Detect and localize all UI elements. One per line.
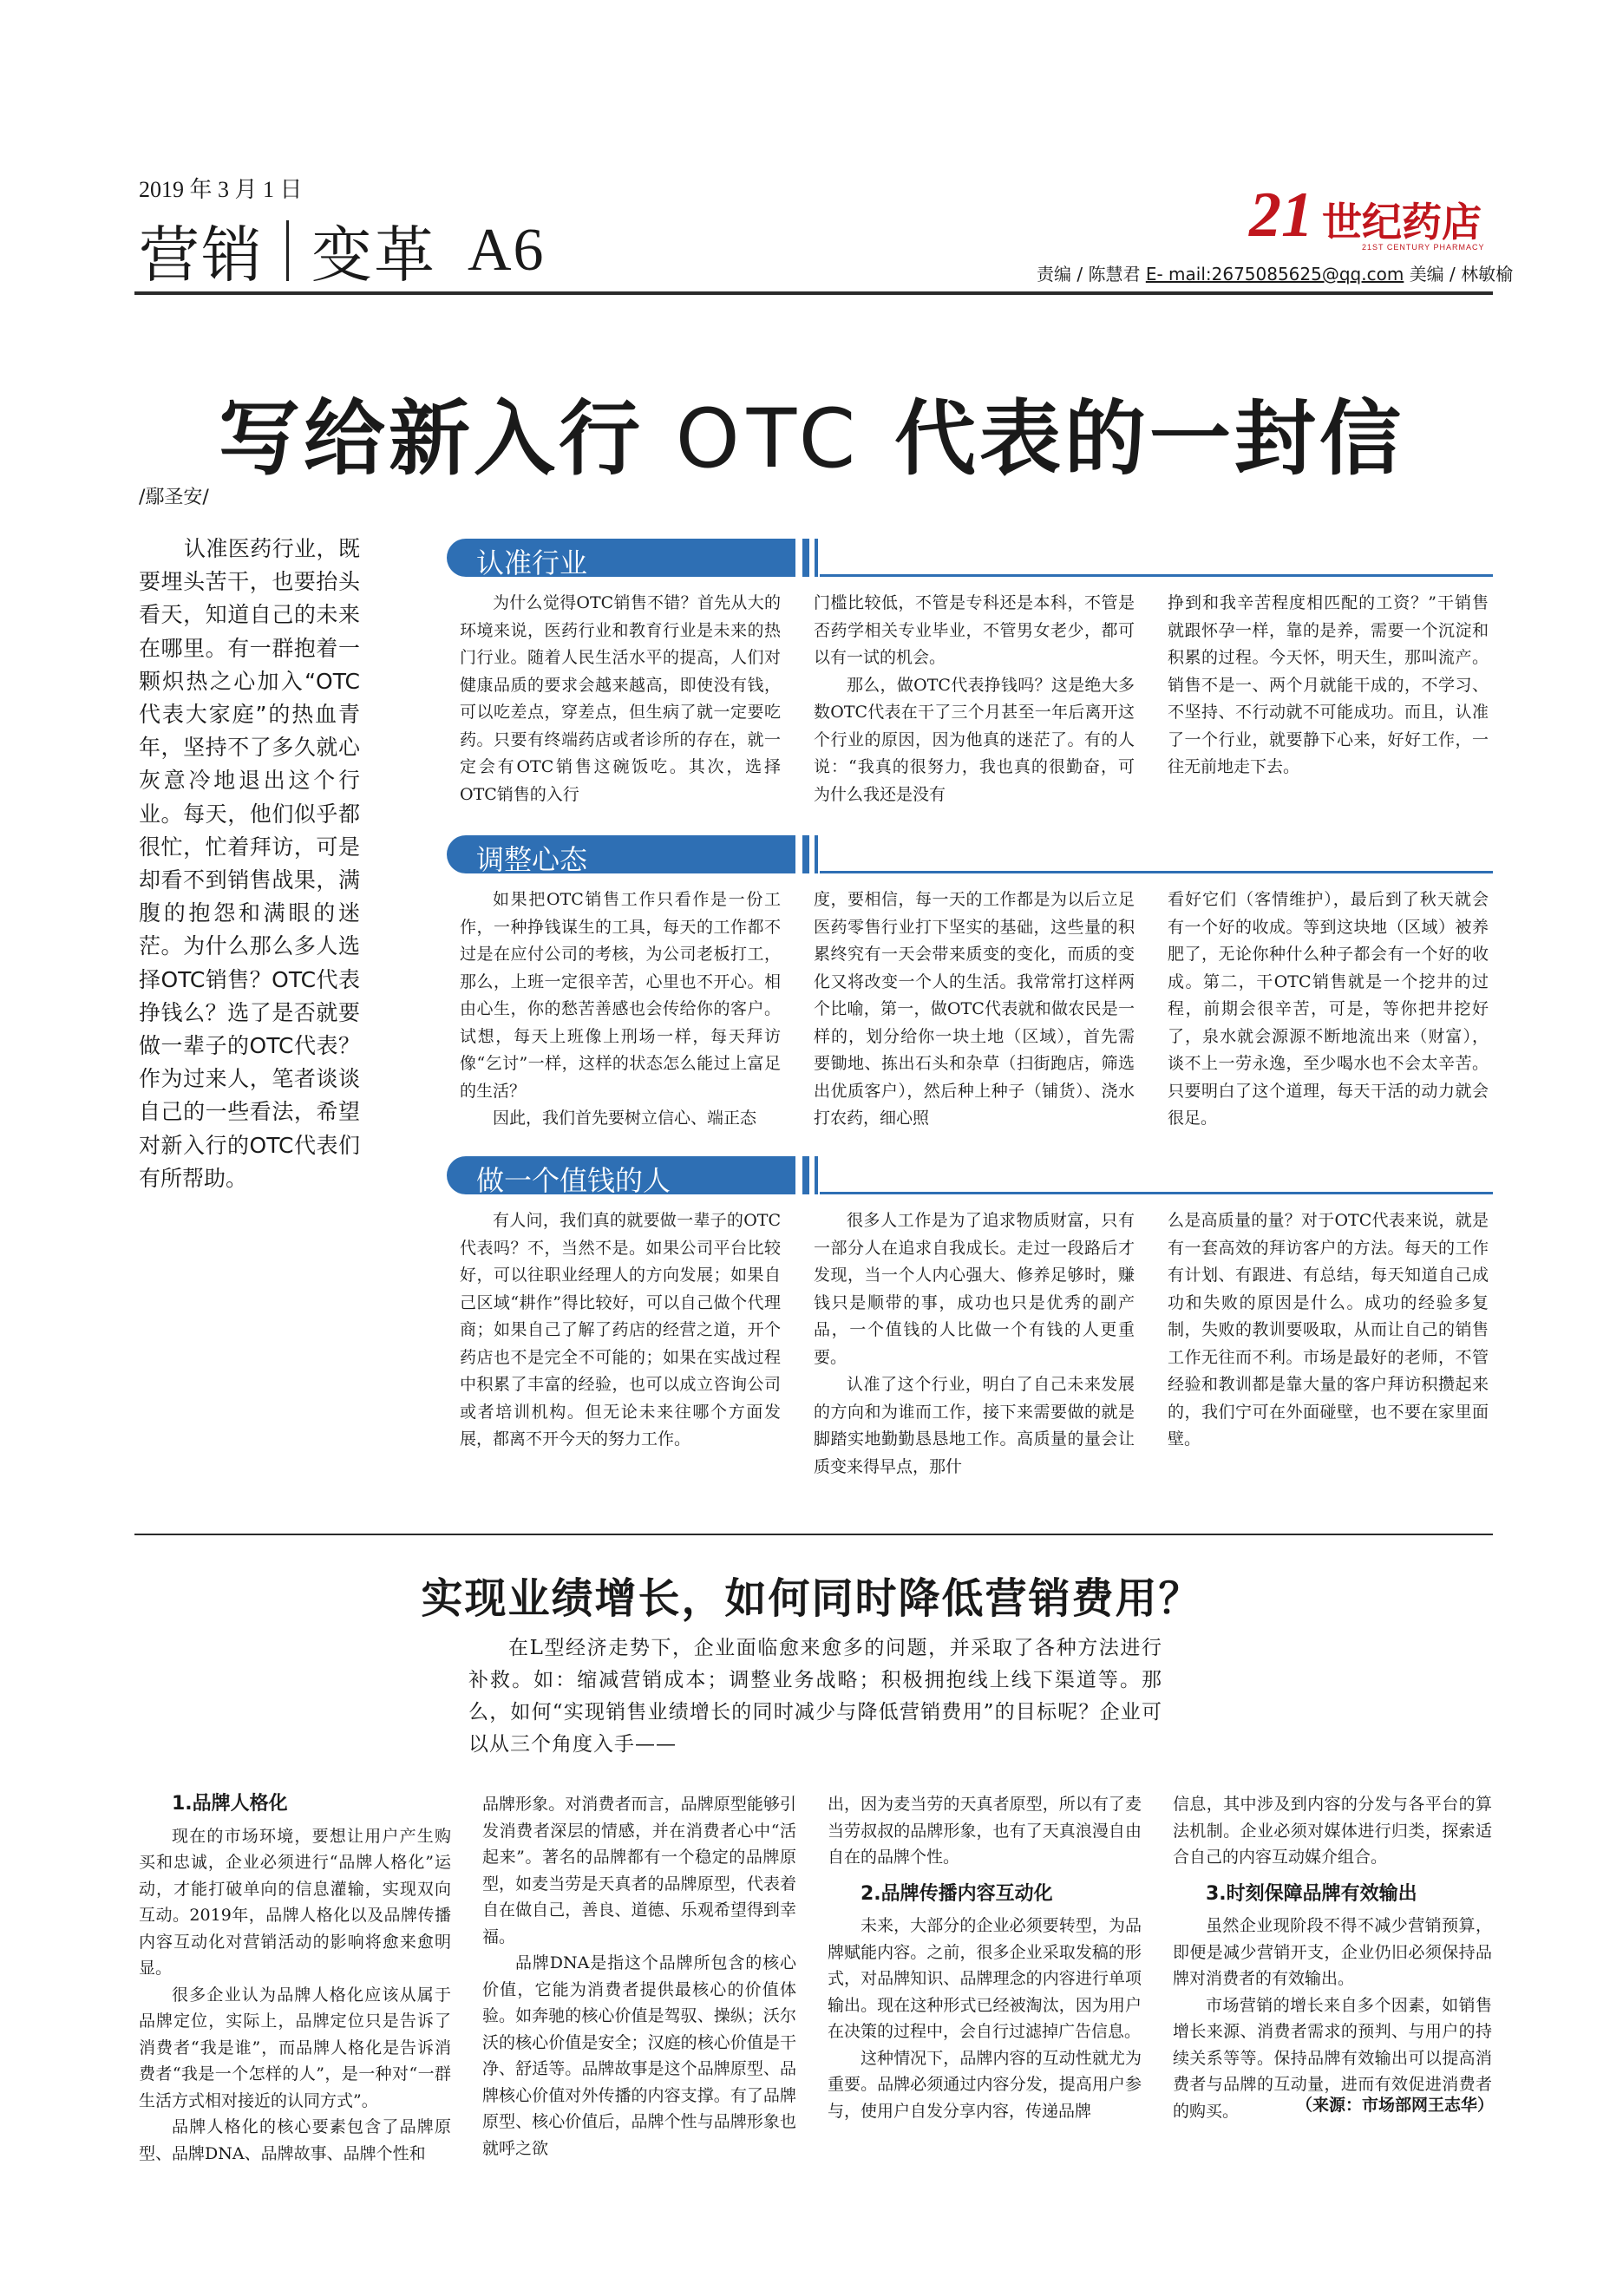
article2-col3: 出，因为麦当劳的天真者原型，所以有了麦当劳叔叔的品牌形象，也有了天真浪漫自由自在的品牌个性。 2.品牌传播内容互动化 未来，大部分的企业必须要转型，为品牌赋能内容。之前，很多企业采取发稿的形式，对品牌知识、品牌理念的内容进行单项输出。现在这种形式已经被淘汰，因为用户在决策的过程中，会自行过滤掉广告信息。 这种情况下，品牌内容的互动性就尤为重要。品牌必须通过内容分发，提高用户参与，使用户自发分享内容，传递品牌 <box>828 1795 1142 2121</box>
headline-part-a: 写给新入行 <box>218 392 644 487</box>
section-banner-2 <box>447 835 820 876</box>
logo-mark: 21 <box>1249 180 1313 251</box>
section-divider <box>286 220 289 281</box>
subheading: 2.品牌传播内容互动化 <box>861 1882 1053 1905</box>
issue-date: 2019 年 3 月 1 日 <box>139 177 303 202</box>
section-banner-1 <box>447 539 820 577</box>
section3-col1: 有人问，我们真的就要做一辈子的OTC代表吗？不，当然不是。如果公司平台比较好，可以往职业经理人的方向发展；如果自己区域“耕作”得比较好，可以自己做个代理商；如果自己了解了药店的经营之道，开个药店也不是完全不可能的；如果在实战过程中积累了丰富的经验，也可以成立咨询公司或者培训机构。但无论未来往哪个方面发展，都离不开今天的努力工作。 <box>460 1211 781 1449</box>
banner-rule <box>820 1192 1493 1194</box>
byline: /鄢圣安/ <box>139 487 209 508</box>
page-number: A6 <box>468 216 546 284</box>
editor-email[interactable]: E- mail:2675085625@qq.com <box>1145 264 1404 285</box>
article2-lead: 在L型经济走势下，企业面临愈来愈多的问题，并采取了各种方法进行补救。如：缩减营销成本；调整业务战略；积极拥抱线上线下渠道等。那么，如何“实现销售业绩增长的同时减少与降低营销费用”的目标呢？企业可以从三个角度入手—— <box>468 1637 1162 1756</box>
section2-col2: 度，要相信，每一天的工作都是为以后立足医药零售行业打下坚实的基础，这些量的积累终究有一天会带来质变的变化，而质的变化又将改变一个人的生活。我常常打这样两个比喻，第一，做OTC代表就和做农民是一样的，划分给你一块土地（区域），首先需要锄地、拣出石头和杂草（扫街跑店，筛选出优质客户），然后种上种子（铺货）、浇水打农药，细心照 <box>814 890 1135 1128</box>
section2-col1: 如果把OTC销售工作只看作是一份工作，一种挣钱谋生的工具，每天的工作都不过是在应付公司的考核，为公司老板打工，那么，上班一定很辛苦，心里也不开心。相由心生，你的愁苦善感也会传给你的客户。试想，每天上班像上刑场一样，每天拜访像“乞讨”一样，这样的状态怎么能过上富足的生活？ 因此，我们首先要树立信心、端正态 <box>460 890 781 1128</box>
section-heading: 认准行业 <box>476 546 588 579</box>
section-right: 变革 <box>311 219 436 291</box>
section3-col3: 么是高质量的量？对于OTC代表来说，就是有一套高效的拜访客户的方法。每天的工作有计划、有跟进、有总结，每天知道自己成功和失败的原因是什么。成功的经验多复制，失败的教训要吸取，从而让自己的销售工作无往而不利。市场是最好的老师，不管经验和教训都是靠大量的客户拜访积攒起来的，我们宁可在外面碰壁，也不要在家里面壁。 <box>1168 1211 1489 1449</box>
logo-subtitle: 21ST CENTURY PHARMACY <box>1362 243 1485 252</box>
section1-col2: 门槛比较低，不管是专科还是本科，不管是否药学相关专业毕业，不管男女老少，都可以有一试的机会。 那么，做OTC代表挣钱吗？这是绝大多数OTC代表在干了三个月甚至一年后离开这个行业的原因，因为他真的迷茫了。有的人说：“我真的很努力，我也真的很勤奋，可为什么我还是没有 <box>814 593 1135 804</box>
article-divider <box>134 1534 1493 1535</box>
article-headline <box>0 373 1623 490</box>
header-rule <box>134 291 1493 295</box>
headline-part-b: 代表的一封信 <box>894 392 1405 487</box>
article2-source: （来源：市场部网王志华） <box>1295 2096 1494 2115</box>
section1-col1: 为什么觉得OTC销售不错？首先从大的环境来说，医药行业和教育行业是未来的热门行业。随着人民生活水平的提高，人们对健康品质的要求会越来越高，即使没有钱，可以吃差点，穿差点，但生病了就一定要吃药。只要有终端药店或者诊所的存在，就一定会有OTC销售这碗饭吃。其次，选择OTC销售的入行 <box>460 593 781 804</box>
section2-col3: 看好它们（客情维护），最后到了秋天就会有一个好的收成。等到这块地（区域）被养肥了，无论你种什么种子都会有一个好的收成。第二，干OTC销售就是一个挖井的过程，前期会很辛苦，可是，等你把井挖好了，泉水就会源源不断地流出来（财富），谈不上一劳永逸，至少喝水也不会太辛苦。只要明白了这个道理，每天干活的动力就会很足。 <box>1168 890 1489 1128</box>
section-title <box>139 206 546 294</box>
editor-name: 责编 / 陈慧君 <box>1037 264 1141 285</box>
subheading: 3.时刻保障品牌有效输出 <box>1206 1882 1417 1905</box>
article2-col2: 品牌形象。对消费者而言，品牌原型能够引发消费者深层的情感，并在消费者心中“活起来”。著名的品牌都有一个稳定的品牌原型，如麦当劳是天真者的品牌原型，代表着自在做自己，善良、道德、乐观希望得到幸福。 品牌DNA是指这个品牌所包含的核心价值，它能为消费者提供最核心的价值体验。如奔驰的核心价值是驾驭、操纵；沃尔沃的核心价值是安全；汉庭的核心价值是干净、舒适等。品牌故事是这个品牌原型、品牌核心价值对外传播的内容支撑。有了品牌原型、核心价值后，品牌个性与品牌形象也就呼之欲 <box>482 1795 796 2158</box>
logo-name: 世纪药店 <box>1322 199 1482 245</box>
subheading: 1.品牌人格化 <box>172 1793 288 1815</box>
banner-rule <box>820 871 1493 873</box>
article2-headline: 实现业绩增长，如何同时降低营销费用？ <box>421 1574 1202 1623</box>
editor-credits <box>1037 260 1513 285</box>
newspaper-logo <box>1249 179 1492 257</box>
article2-col1: 1.品牌人格化 现在的市场环境，要想让用户产生购买和忠诚，企业必须进行“品牌人格化”运动，才能打破单向的信息灌输，实现双向互动。2019年，品牌人格化以及品牌传播内容互动化对营销活动的影响将愈来愈明显。 很多企业认为品牌人格化应该从属于品牌定位，实际上，品牌定位只是告诉了消费者“我是谁”，而品牌人格化是告诉消费者“我是一个怎样的人”，是一种对“一群生活方式相对接近的认同方式”。 品牌人格化的核心要素包含了品牌原型、品牌DNA、品牌故事、品牌个性和 <box>139 1793 451 2163</box>
section-banner-3 <box>447 1156 820 1197</box>
section-left: 营销 <box>139 219 264 291</box>
designer-name: 美编 / 林敏榆 <box>1409 264 1514 285</box>
section-heading: 做一个值钱的人 <box>476 1164 671 1197</box>
section1-col3: 挣到和我辛苦程度相匹配的工资？”干销售就跟怀孕一样，靠的是养，需要一个沉淀和积累的过程。今天怀，明天生，那叫流产。销售不是一、两个月就能干成的，不学习、不坚持、不行动就不可能成功。而且，认准了一个行业，就要静下心来，好好工作，一往无前地走下去。 <box>1168 593 1489 776</box>
banner-rule <box>820 574 1493 577</box>
section-heading: 调整心态 <box>476 843 588 876</box>
headline-otc: OTC <box>675 392 863 487</box>
section3-col2: 很多人工作是为了追求物质财富，只有一部分人在追求自我成长。走过一段路后才发现，当一个人内心强大、修养足够时，赚钱只是顺带的事，成功也只是优秀的副产品，一个值钱的人比做一个有钱的人更重要。 认准了这个行业，明白了自己未来发展的方向和为谁而工作，接下来需要做的就是脚踏实地勤勤恳恳地工作。高质量的量会让质变来得早点，那什 <box>814 1211 1135 1476</box>
article-intro: 认准医药行业，既要埋头苦干，也要抬头看天，知道自己的未来在哪里。有一群抱着一颗炽热之心加入“OTC代表大家庭”的热血青年，坚持不了多久就心灰意冷地退出这个行业。每天，他们似乎都很忙，忙着拜访，可是却看不到销售战果，满腹的抱怨和满眼的迷茫。为什么那么多人选择OTC销售？OTC代表挣钱么？选了是否就要做一辈子的OTC代表？作为过来人，笔者谈谈自己的一些看法，希望对新入行的OTC代表们有所帮助。 <box>139 536 360 1191</box>
article2-col4: 信息，其中涉及到内容的分发与各平台的算法机制。企业必须对媒体进行归类，探索适合自己的内容互动媒介组合。 3.时刻保障品牌有效输出 虽然企业现阶段不得不减少营销预算，即便是减少营销开支，企业仍旧必须保持品牌对消费者的有效输出。 市场营销的增长来自多个因素，如销售增长来源、消费者需求的预判、与用户的持续关系等等。保持品牌有效输出可以提高消费者与品牌的互动量，进而有效促进消费者的购买。 <box>1173 1795 1492 2121</box>
